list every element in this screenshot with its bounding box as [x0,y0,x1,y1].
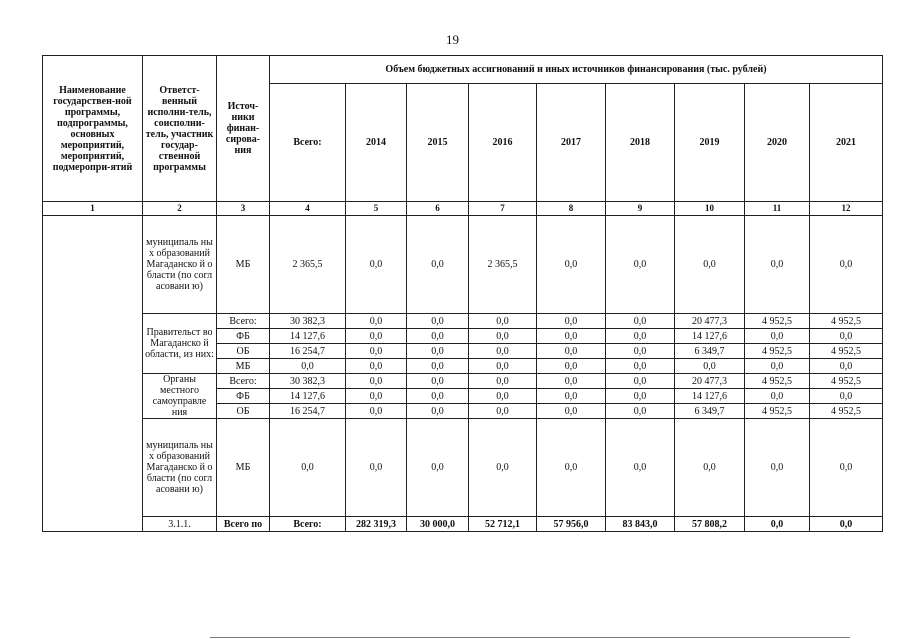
value-cell: 0,0 [810,359,883,374]
header-year: 2015 [407,84,469,202]
value-cell: 0,0 [469,329,537,344]
value-cell: 0,0 [346,344,407,359]
value-cell: 0,0 [469,314,537,329]
column-index-row [43,202,883,216]
value-cell: 20 477,3 [675,314,745,329]
value-cell: 4 952,5 [810,374,883,389]
value-cell: 0,0 [407,314,469,329]
header-year: 2016 [469,84,537,202]
table-row [43,314,883,329]
value-cell: 0,0 [469,344,537,359]
value-cell: 0,0 [810,517,883,532]
page-number: 19 [446,32,459,47]
header-year: 2020 [745,84,810,202]
header-total: Всего: [270,84,346,202]
table-row [43,216,883,314]
index-cell: 9 [606,202,675,216]
value-cell: 0,0 [346,419,407,517]
table-row [43,374,883,389]
value-cell: 0,0 [537,359,606,374]
index-cell: 4 [270,202,346,216]
value-cell: 0,0 [745,216,810,314]
value-cell: 0,0 [407,389,469,404]
value-cell: 0,0 [675,216,745,314]
value-cell: 0,0 [537,329,606,344]
value-cell: 0,0 [745,359,810,374]
value-cell: 0,0 [537,344,606,359]
value-cell: 0,0 [469,419,537,517]
value-cell: 0,0 [810,389,883,404]
value-cell: 0,0 [469,359,537,374]
index-cell: 10 [675,202,745,216]
value-cell: 0,0 [346,374,407,389]
value-cell: 14 127,6 [270,389,346,404]
value-cell: 0,0 [745,329,810,344]
value-cell: 0,0 [407,359,469,374]
value-cell: 0,0 [469,404,537,419]
value-cell: 0,0 [407,404,469,419]
value-cell: 0,0 [675,359,745,374]
value-cell: 0,0 [270,419,346,517]
header-year: 2021 [810,84,883,202]
source-cell: Всего: [217,374,270,389]
value-cell: 0,0 [346,359,407,374]
value-cell: 4 952,5 [745,404,810,419]
value-cell: 0,0 [745,389,810,404]
value-cell: 30 000,0 [407,517,469,532]
value-cell: 30 382,3 [270,314,346,329]
value-cell: 0,0 [346,329,407,344]
value-cell: 0,0 [810,216,883,314]
source-cell: ФБ [217,329,270,344]
value-cell: 4 952,5 [745,314,810,329]
source-cell: ОБ [217,404,270,419]
value-cell: 0,0 [407,344,469,359]
header-volume: Объем бюджетных ассигнований и иных источников финансирования (тыс. рублей) [270,56,883,84]
responsible-cell: Органы местного самоуправле ния [143,374,217,419]
value-cell: 14 127,6 [675,329,745,344]
source-cell: Всего: [217,314,270,329]
responsible-cell: Всего по [217,517,270,532]
value-cell: 282 319,3 [346,517,407,532]
value-cell: 0,0 [469,374,537,389]
budget-table [42,55,883,532]
value-cell: 20 477,3 [675,374,745,389]
program-code-cell: 3.1.1. [143,517,217,532]
table-row [43,419,883,517]
value-cell: 0,0 [346,389,407,404]
program-name-cell [43,216,143,532]
value-cell: 0,0 [606,404,675,419]
value-cell: 0,0 [675,419,745,517]
source-cell: Всего: [270,517,346,532]
value-cell: 0,0 [537,404,606,419]
value-cell: 4 952,5 [810,344,883,359]
value-cell: 6 349,7 [675,404,745,419]
value-cell: 0,0 [745,517,810,532]
source-cell: ОБ [217,344,270,359]
value-cell: 0,0 [407,329,469,344]
value-cell: 0,0 [537,419,606,517]
value-cell: 0,0 [606,359,675,374]
value-cell: 16 254,7 [270,404,346,419]
value-cell: 0,0 [810,329,883,344]
value-cell: 4 952,5 [745,344,810,359]
value-cell: 0,0 [606,344,675,359]
value-cell: 14 127,6 [675,389,745,404]
index-cell: 11 [745,202,810,216]
value-cell: 0,0 [537,216,606,314]
header-year: 2018 [606,84,675,202]
value-cell: 0,0 [606,314,675,329]
index-cell: 7 [469,202,537,216]
source-cell: МБ [217,359,270,374]
responsible-cell: Правительст во Магаданско й области, из них: [143,314,217,374]
value-cell: 52 712,1 [469,517,537,532]
value-cell: 0,0 [407,216,469,314]
index-cell: 12 [810,202,883,216]
header-year: 2017 [537,84,606,202]
header-year: 2014 [346,84,407,202]
source-cell: МБ [217,216,270,314]
value-cell: 0,0 [606,329,675,344]
value-cell: 14 127,6 [270,329,346,344]
index-cell: 2 [143,202,217,216]
value-cell: 4 952,5 [810,404,883,419]
header-program-name: Наименование государствен-ной программы, подпрограммы, основных мероприятий, мероприятий, подмеропри-ятий [43,56,143,202]
value-cell: 16 254,7 [270,344,346,359]
value-cell: 57 808,2 [675,517,745,532]
value-cell: 0,0 [606,389,675,404]
value-cell: 2 365,5 [469,216,537,314]
value-cell: 6 349,7 [675,344,745,359]
header-year: 2019 [675,84,745,202]
value-cell: 0,0 [346,216,407,314]
value-cell: 0,0 [407,419,469,517]
value-cell: 4 952,5 [810,314,883,329]
index-cell: 8 [537,202,606,216]
value-cell: 0,0 [537,374,606,389]
header-responsible: Ответст-венный исполни-тель, соисполни-тель, участник государ-ственной программы [143,56,217,202]
source-cell: ФБ [217,389,270,404]
page-bottom-rule [210,637,850,638]
value-cell: 0,0 [346,314,407,329]
value-cell: 0,0 [606,374,675,389]
value-cell: 0,0 [606,216,675,314]
value-cell: 0,0 [606,419,675,517]
responsible-cell: муниципаль ных образований Магаданско й области (по согласовани ю) [143,216,217,314]
index-cell: 3 [217,202,270,216]
value-cell: 0,0 [745,419,810,517]
value-cell: 83 843,0 [606,517,675,532]
value-cell: 0,0 [537,314,606,329]
header-sources: Источ-ники финан-сирова-ния [217,56,270,202]
value-cell: 0,0 [537,389,606,404]
table-row [43,517,883,532]
index-cell: 6 [407,202,469,216]
value-cell: 0,0 [810,419,883,517]
value-cell: 0,0 [270,359,346,374]
value-cell: 2 365,5 [270,216,346,314]
value-cell: 0,0 [469,389,537,404]
source-cell: МБ [217,419,270,517]
index-cell: 5 [346,202,407,216]
responsible-cell: муниципаль ных образований Магаданско й области (по согласовани ю) [143,419,217,517]
value-cell: 57 956,0 [537,517,606,532]
value-cell: 0,0 [346,404,407,419]
index-cell: 1 [43,202,143,216]
value-cell: 0,0 [407,374,469,389]
value-cell: 4 952,5 [745,374,810,389]
value-cell: 30 382,3 [270,374,346,389]
